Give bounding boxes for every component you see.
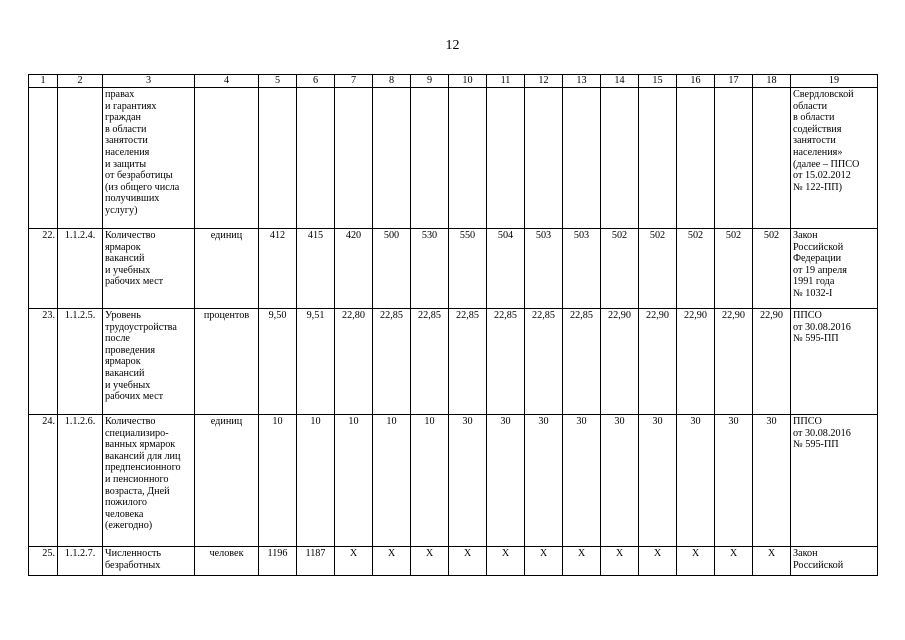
value-cell: 502 (753, 229, 791, 309)
legal-basis: Закон Российской (791, 547, 878, 576)
value-cell (677, 88, 715, 229)
value-cell: 502 (639, 229, 677, 309)
value-cell: 502 (677, 229, 715, 309)
value-cell (373, 88, 411, 229)
value-cell: Х (715, 547, 753, 576)
unit-of-measure: единиц (195, 415, 259, 547)
row-number: 25. (29, 547, 58, 576)
indicator-name: Уровень трудоустройства после проведения ярмарок вакансий и учебных рабочих мест (103, 309, 195, 415)
value-cell: 30 (715, 415, 753, 547)
value-cell: Х (487, 547, 525, 576)
value-cell (335, 88, 373, 229)
indicator-code (58, 88, 103, 229)
indicator-code: 1.1.2.4. (58, 229, 103, 309)
value-cell: 415 (297, 229, 335, 309)
value-cell: 10 (373, 415, 411, 547)
value-cell: 22,85 (373, 309, 411, 415)
column-number-6: 6 (297, 75, 335, 88)
value-cell: Х (525, 547, 563, 576)
column-number-16: 16 (677, 75, 715, 88)
value-cell: 550 (449, 229, 487, 309)
value-cell (449, 88, 487, 229)
value-cell: Х (373, 547, 411, 576)
table-row (29, 229, 878, 309)
value-cell (297, 88, 335, 229)
unit-of-measure: человек (195, 547, 259, 576)
column-number-15: 15 (639, 75, 677, 88)
value-cell: Х (335, 547, 373, 576)
indicator-table (28, 74, 878, 576)
row-number: 23. (29, 309, 58, 415)
legal-basis: ППСО от 30.08.2016 № 595-ПП (791, 415, 878, 547)
column-number-5: 5 (259, 75, 297, 88)
value-cell (715, 88, 753, 229)
value-cell: 10 (335, 415, 373, 547)
value-cell: 22,85 (411, 309, 449, 415)
value-cell: 9,51 (297, 309, 335, 415)
value-cell (563, 88, 601, 229)
indicator-name: Количество специализиро- ванных ярмарок вакансий для лиц предпенсионного и пенсионного возраста, Дней пожилого человека (ежегодно) (103, 415, 195, 547)
value-cell: 30 (753, 415, 791, 547)
table-row (29, 415, 878, 547)
value-cell: Х (601, 547, 639, 576)
legal-basis: Свердловской области в области содействия занятости населения» (далее – ППСО от 15.02.2012 № 122-ПП) (791, 88, 878, 229)
column-number-2: 2 (58, 75, 103, 88)
column-number-8: 8 (373, 75, 411, 88)
value-cell: 10 (411, 415, 449, 547)
indicator-code: 1.1.2.7. (58, 547, 103, 576)
table-row (29, 547, 878, 576)
value-cell: 22,85 (449, 309, 487, 415)
column-number-9: 9 (411, 75, 449, 88)
value-cell (411, 88, 449, 229)
row-number: 24. (29, 415, 58, 547)
value-cell: 22,80 (335, 309, 373, 415)
table-row (29, 88, 878, 229)
column-number-7: 7 (335, 75, 373, 88)
value-cell: Х (677, 547, 715, 576)
value-cell: Х (753, 547, 791, 576)
value-cell: Х (449, 547, 487, 576)
unit-of-measure: процентов (195, 309, 259, 415)
value-cell: Х (563, 547, 601, 576)
value-cell: 1196 (259, 547, 297, 576)
unit-of-measure (195, 88, 259, 229)
value-cell: 30 (563, 415, 601, 547)
value-cell: 22,90 (715, 309, 753, 415)
column-number-12: 12 (525, 75, 563, 88)
value-cell (601, 88, 639, 229)
row-number: 22. (29, 229, 58, 309)
value-cell: 1187 (297, 547, 335, 576)
legal-basis: ППСО от 30.08.2016 № 595-ПП (791, 309, 878, 415)
value-cell: 502 (601, 229, 639, 309)
value-cell: 503 (563, 229, 601, 309)
value-cell: 500 (373, 229, 411, 309)
value-cell: 10 (259, 415, 297, 547)
column-number-1: 1 (29, 75, 58, 88)
table-row (29, 309, 878, 415)
value-cell: 30 (677, 415, 715, 547)
value-cell: 10 (297, 415, 335, 547)
indicator-name: Количество ярмарок вакансий и учебных рабочих мест (103, 229, 195, 309)
value-cell: 30 (449, 415, 487, 547)
column-number-13: 13 (563, 75, 601, 88)
column-number-header-row (29, 75, 878, 88)
indicator-code: 1.1.2.6. (58, 415, 103, 547)
value-cell: 530 (411, 229, 449, 309)
column-number-4: 4 (195, 75, 259, 88)
value-cell: Х (639, 547, 677, 576)
value-cell: 503 (525, 229, 563, 309)
value-cell (525, 88, 563, 229)
value-cell: 30 (601, 415, 639, 547)
indicator-name: правах и гарантиях граждан в области занятости населения и защиты от безработицы (из общего числа получивших услугу) (103, 88, 195, 229)
value-cell: 30 (525, 415, 563, 547)
value-cell: 502 (715, 229, 753, 309)
indicator-code: 1.1.2.5. (58, 309, 103, 415)
column-number-10: 10 (449, 75, 487, 88)
column-number-11: 11 (487, 75, 525, 88)
column-number-18: 18 (753, 75, 791, 88)
column-number-14: 14 (601, 75, 639, 88)
value-cell: 412 (259, 229, 297, 309)
value-cell: 22,90 (753, 309, 791, 415)
value-cell: 420 (335, 229, 373, 309)
column-number-17: 17 (715, 75, 753, 88)
value-cell: 504 (487, 229, 525, 309)
page-number: 12 (445, 38, 460, 53)
value-cell: 22,85 (563, 309, 601, 415)
column-number-3: 3 (103, 75, 195, 88)
value-cell: Х (411, 547, 449, 576)
legal-basis: Закон Российской Федерации от 19 апреля 1991 года № 1032-I (791, 229, 878, 309)
indicator-name: Численность безработных (103, 547, 195, 576)
value-cell: 22,85 (525, 309, 563, 415)
value-cell: 22,90 (639, 309, 677, 415)
value-cell (753, 88, 791, 229)
row-number (29, 88, 58, 229)
value-cell: 22,85 (487, 309, 525, 415)
column-number-19: 19 (791, 75, 878, 88)
value-cell: 9,50 (259, 309, 297, 415)
value-cell: 22,90 (601, 309, 639, 415)
value-cell (259, 88, 297, 229)
value-cell: 30 (639, 415, 677, 547)
value-cell: 22,90 (677, 309, 715, 415)
value-cell: 30 (487, 415, 525, 547)
value-cell (639, 88, 677, 229)
unit-of-measure: единиц (195, 229, 259, 309)
value-cell (487, 88, 525, 229)
